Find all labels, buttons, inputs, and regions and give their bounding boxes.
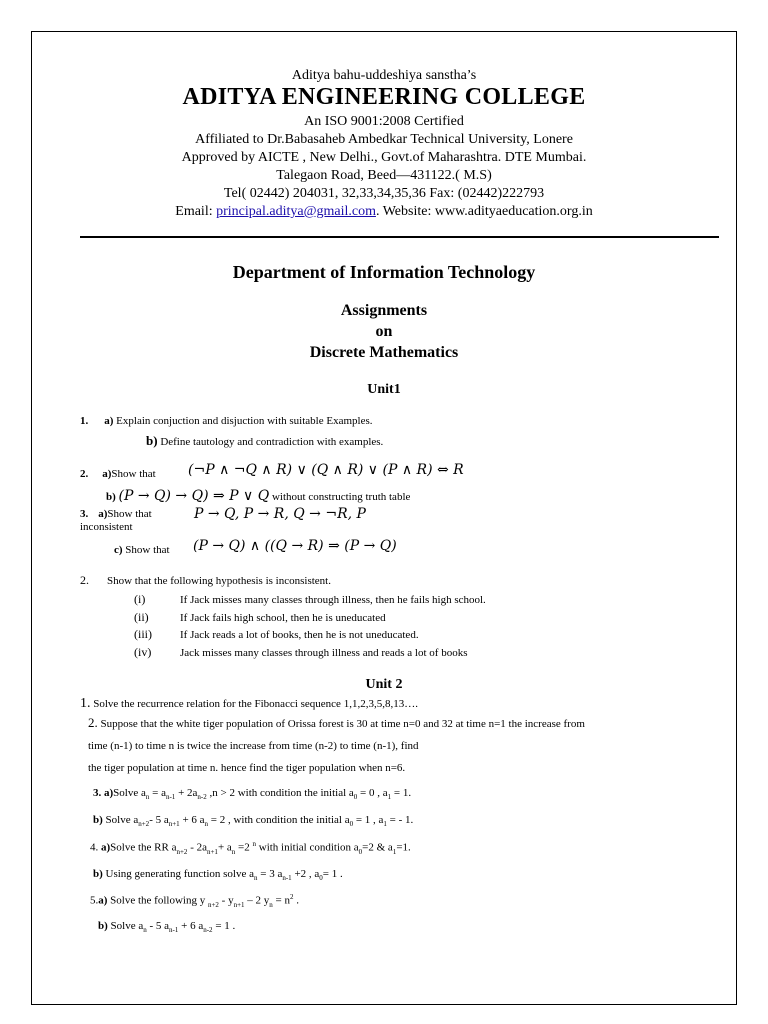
title-line-1: Assignments — [340, 302, 428, 319]
approval: Approved by AICTE , New Delhi., Govt.of Maharashtra. DTE Mumbai. — [181, 150, 587, 165]
u1-q1b: b) Define tautology and contradiction with examples. — [146, 433, 384, 448]
department-title: Department of Information Technology — [232, 262, 536, 282]
title-line-3: Discrete Mathematics — [309, 344, 459, 361]
u1-q3c: c) Show that — [114, 544, 170, 556]
society-name: Aditya bahu-uddeshiya sanstha’s — [291, 68, 477, 83]
u1-q3a-cont: inconsistent — [80, 521, 133, 533]
hypothesis-item: (i) If Jack misses many classes through illness, then he fails high school. — [134, 592, 486, 606]
website-text: . Website: www.adityaeducation.org.in — [375, 204, 593, 219]
u1-q2a: 2. a)Show that — [80, 468, 156, 480]
hypothesis-item: (iii) If Jack reads a lot of books, then he is not uneducated. — [134, 627, 419, 641]
address: Talegaon Road, Beed—431122.( M.S) — [276, 168, 492, 183]
contact-line — [0, 203, 768, 220]
u2-q2-line3: the tiger population at time n. hence find the tiger population when n=6. — [88, 762, 406, 774]
affiliation: Affiliated to Dr.Babasaheb Ambedkar Technical University, Lonere — [195, 132, 573, 147]
u2-q4a: 4. a)Solve the RR $a_{n+2} - 2a_{n+1}+ a_n =2$ $^n$ with initial condition $a_0=2$ & $a_1=1$. — [90, 840, 411, 856]
u2-q2-line2: time (n-1) to time n is twice the increase from time (n-2) to time (n-1), find — [88, 740, 419, 752]
u1-q2a-formula: (¬P ∧ ¬Q ∧ R) ∨ (Q ∧ R) ∨ (P ∧ R) ⇔ R — [188, 462, 464, 478]
u1-q3a-formula: P → Q, P → R, Q → ¬R, P — [194, 506, 366, 522]
u1-q3a: 3. a)Show that — [80, 508, 152, 520]
u1-q1: 1. a) Explain conjuction and disjuction with suitable Examples. — [80, 415, 373, 427]
hypothesis-item: (iv) Jack misses many classes through illness and reads a lot of books — [134, 645, 468, 659]
u1-q3c-formula: (P → Q) ∧ ((Q → R) ⇒ (P → Q) — [193, 538, 397, 554]
hypothesis-item: (ii) If Jack fails high school, then he is uneducated — [134, 610, 386, 624]
title-line-2: on — [375, 323, 393, 340]
u2-q3a: 3. a)Solve $a_n = a_{n-1} + 2a_{n-2}$ ,n > 2 with condition the initial $a_0 = 0$ , $a_1 = 1$. — [93, 787, 412, 802]
u2-q4b: b) Using generating function solve $a_n = 3$ $a_{n-1} +2$ , $a_0= 1$ . — [93, 868, 343, 883]
iso-certification: An ISO 9001:2008 Certified — [304, 114, 464, 129]
u1-q2b-formula: (P → Q) → Q) ⇒ P ∨ Q — [118, 488, 270, 504]
u1-q4: 2. Show that the following hypothesis is inconsistent. — [80, 573, 331, 587]
unit1-heading: Unit1 — [367, 382, 401, 397]
u2-q1: 1. Solve the recurrence relation for the Fibonacci sequence 1,1,2,3,5,8,13…. — [80, 696, 418, 711]
u2-q2-line1: 2. Suppose that the white tiger population of Orissa forest is 30 at time n=0 and 32 at time n=1 the increase from — [88, 715, 585, 730]
email-link[interactable]: principal.aditya@gmail.com — [216, 204, 376, 219]
u1-q2b: b) (P → Q) → Q) ⇒ P ∨ Q without constructing truth table — [106, 488, 411, 504]
email-label: Email: — [175, 204, 213, 219]
u2-q5a: 5.a) Solve the following y $_{n+2} - y_{n+1} - 2$ $y_n = n^2$ . — [90, 893, 299, 909]
u2-q5b: b) Solve $a_n - 5$ $a_{n-1} + 6$ $a_{n-2} = 1$ . — [98, 920, 236, 935]
phone-fax: Tel( 02442) 204031, 32,33,34,35,36 Fax: (02442)222793 — [223, 186, 545, 201]
header-divider — [80, 236, 719, 238]
u2-q3b: b) Solve $a_{n+2}-$ 5 $a_{n+1} + 6$ $a_n = 2$ , with condition the initial $a_0 = 1$ , $a_1$ = - 1. — [93, 814, 414, 829]
unit2-heading: Unit 2 — [365, 677, 403, 692]
college-name: ADITYA ENGINEERING COLLEGE — [182, 84, 586, 110]
